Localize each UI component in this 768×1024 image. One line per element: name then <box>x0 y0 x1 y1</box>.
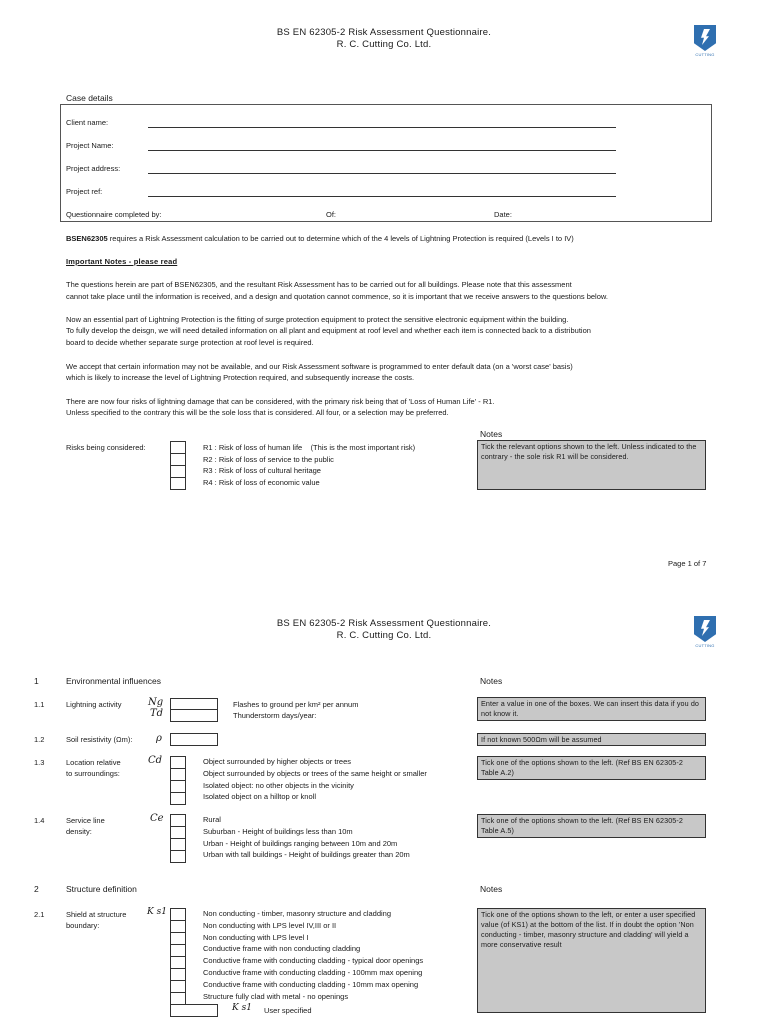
rho-symbol: ρ <box>156 733 162 744</box>
ng-label: Flashes to ground per km² per annum <box>233 700 359 709</box>
q2-1-note: Tick one of the options shown to the left, or enter a user specified value (of KS1) at the bottom of the list. If in doubt the option 'Non conducting - timber, masonry structure and cladding' will yield a more conservative result <box>477 908 706 1013</box>
shield-checkbox-group <box>170 908 186 1005</box>
density-option-4: Urban with tall buildings - Height of buildings greater than 20m <box>203 850 410 860</box>
td-input[interactable] <box>170 709 218 722</box>
density-option-1: Rural <box>203 815 221 824</box>
paragraph-2-line-2: To fully develop the deisgn, we will need detailed information on all plant and equipment at roof level and whether each item is connected back to a distribution <box>66 326 591 335</box>
q1-3-label-line-2: to surroundings: <box>66 769 120 778</box>
case-details-heading: Case details <box>66 93 113 103</box>
density-option-1-checkbox[interactable] <box>171 815 185 827</box>
location-option-2: Object surrounded by objects or trees of the same height or smaller <box>203 768 427 778</box>
paragraph-4-line-2: Unless specified to the contrary this will be the sole loss that is considered. All four, or a selection may be preferred. <box>66 408 449 417</box>
q1-1-label: Lightning activity <box>66 700 122 709</box>
td-label: Thunderstorm days/year: <box>233 711 317 720</box>
density-checkbox-group <box>170 814 186 863</box>
paragraph-2-line-3: board to decide whether separate surge protection at roof level is required. <box>66 338 314 347</box>
risk-r2-checkbox[interactable] <box>171 454 185 466</box>
q1-3-label-line-1: Location relative <box>66 758 121 767</box>
q2-1-label-line-2: boundary: <box>66 921 100 930</box>
shield-option-1: Non conducting - timber, masonry structure and cladding <box>203 909 392 918</box>
shield-option-4-checkbox[interactable] <box>171 945 185 957</box>
shield-option-7-checkbox[interactable] <box>171 981 185 993</box>
page-2-title: BS EN 62305-2 Risk Assessment Questionnaire. <box>276 618 492 629</box>
case-details-box <box>60 104 712 222</box>
q1-4-label-line-2: density: <box>66 827 92 836</box>
risk-r1-label: R1 : Risk of loss of human life (This is the most important risk) <box>203 443 416 452</box>
date-label: Date: <box>494 210 512 219</box>
bsen-code: BSEN62305 <box>66 234 108 243</box>
important-notes-heading: Important Notes - please read <box>66 257 178 266</box>
q1-2-note: If not known 500Ωm will be assumed <box>477 733 706 746</box>
client-name-label: Client name: <box>66 118 109 127</box>
location-option-1-checkbox[interactable] <box>171 757 185 769</box>
project-name-field[interactable] <box>148 150 616 151</box>
section-2-number: 2 <box>34 884 39 894</box>
paragraph-1-line-1: The questions herein are part of BSEN62305, and the resultant Risk Assessment has to be carried out for all buildings. Please note that this assessment <box>66 280 572 289</box>
risk-r3-label: R3 : Risk of loss of cultural heritage <box>203 466 321 475</box>
density-options <box>203 814 410 861</box>
shield-option-5: Conductive frame with conducting cladding - typical door openings <box>203 956 424 966</box>
td-symbol: Td <box>150 708 164 719</box>
shield-option-5-checkbox[interactable] <box>171 957 185 969</box>
risk-r4-checkbox[interactable] <box>171 478 185 489</box>
section-1-number: 1 <box>34 676 39 686</box>
project-ref-field[interactable] <box>148 196 616 197</box>
shield-option-1-checkbox[interactable] <box>171 909 185 921</box>
completed-by-label: Questionnaire completed by: <box>66 210 162 219</box>
density-option-4-checkbox[interactable] <box>171 851 185 862</box>
density-option-2: Suburban - Height of buildings less than 10m <box>203 826 353 836</box>
shield-option-7: Conductive frame with conducting cladding - 10mm max opening <box>203 979 419 989</box>
project-address-label: Project address: <box>66 164 121 173</box>
risks-label: Risks being considered: <box>66 443 146 452</box>
page-number: Page 1 of 7 <box>668 559 707 568</box>
shield-option-6: Conductive frame with conducting cladding - 100mm max opening <box>203 967 423 977</box>
shield-option-8-checkbox[interactable] <box>171 993 185 1004</box>
project-address-field[interactable] <box>148 173 616 174</box>
q1-2-label: Soil resistivity (Ωm): <box>66 735 133 744</box>
section-2-title: Structure definition <box>66 884 137 894</box>
shield-option-2-checkbox[interactable] <box>171 921 185 933</box>
density-option-3: Urban - Height of buildings ranging between 10m and 20m <box>203 838 398 848</box>
shield-options <box>203 908 423 1002</box>
risk-r1-checkbox[interactable] <box>171 442 185 454</box>
paragraph-3-line-1: We accept that certain information may not be available, and our Risk Assessment software is programmed to enter default data (on a 'worst case' basis) <box>66 362 573 371</box>
location-option-1: Object surrounded by higher objects or trees <box>203 757 351 766</box>
q1-4-number: 1.4 <box>34 816 45 825</box>
shield-option-3-checkbox[interactable] <box>171 933 185 945</box>
cd-symbol: Cd <box>148 755 163 766</box>
q1-2-number: 1.2 <box>34 735 45 744</box>
shield-option-3: Non conducting with LPS level I <box>203 932 309 942</box>
q1-3-number: 1.3 <box>34 758 45 767</box>
location-option-3-checkbox[interactable] <box>171 781 185 793</box>
risk-checkbox-group <box>170 441 186 490</box>
project-name-label: Project Name: <box>66 141 114 150</box>
location-option-4: Isolated object on a hilltop or knoll <box>203 792 316 802</box>
ng-symbol: Ng <box>148 697 164 708</box>
q2-1-label-line-1: Shield at structure <box>66 910 127 919</box>
shield-option-4: Conductive frame with non conducting cladding <box>203 944 361 954</box>
company-name: R. C. Cutting Co. Ltd. <box>336 39 432 50</box>
location-option-2-checkbox[interactable] <box>171 769 185 781</box>
q1-4-label-line-1: Service line <box>66 816 105 825</box>
soil-resistivity-input[interactable] <box>170 733 218 746</box>
company-logo: CUTTING <box>692 25 718 61</box>
ks1-symbol: K s1 <box>147 907 167 917</box>
location-option-4-checkbox[interactable] <box>171 793 185 804</box>
risk-r4-label: R4 : Risk of loss of economic value <box>203 478 320 487</box>
section-2-notes-heading: Notes <box>480 884 503 894</box>
shield-option-2: Non conducting with LPS level IV,III or II <box>203 920 337 930</box>
location-checkbox-group <box>170 756 186 805</box>
ks1-user-label: User specified <box>264 1006 312 1015</box>
risks-notes-heading: Notes <box>480 429 503 439</box>
shield-option-6-checkbox[interactable] <box>171 969 185 981</box>
page-2-company-name: R. C. Cutting Co. Ltd. <box>336 630 432 641</box>
q1-1-note: Enter a value in one of the boxes. We can insert this data if you do not know it. <box>477 697 706 721</box>
risk-r3-checkbox[interactable] <box>171 466 185 478</box>
paragraph-4-line-1: There are now four risks of lightning damage that can be considered, with the primary risk being that of 'Loss of Human Life' - R1. <box>66 397 495 406</box>
section-1-title: Environmental influences <box>66 676 161 686</box>
client-name-field[interactable] <box>148 127 616 128</box>
risk-r2-label: R2 : Risk of loss of service to the public <box>203 455 334 464</box>
risks-note-box: Tick the relevant options shown to the left. Unless indicated to the contrary - the sole risk R1 will be considered. <box>477 440 706 490</box>
page-2-company-logo: CUTTING <box>692 616 718 652</box>
q1-3-note: Tick one of the options shown to the left. (Ref BS EN 62305-2 Table A.2) <box>477 756 706 780</box>
paragraph-3-line-2: which is likely to increase the level of Lightning Protection required, and subsequently increase the costs. <box>66 373 415 382</box>
q1-4-note: Tick one of the options shown to the left. (Ref BS EN 62305-2 Table A.5) <box>477 814 706 838</box>
ce-symbol: Ce <box>150 813 164 824</box>
shield-option-8: Structure fully clad with metal - no openings <box>203 991 349 1001</box>
paragraph-1-line-2: cannot take place until the information is received, and a design and quotation cannot commence, so it is important that we receive answers to the questions below. <box>66 292 608 301</box>
location-options <box>203 756 427 803</box>
bsen-requirement <box>66 233 574 245</box>
q2-1-number: 2.1 <box>34 910 45 919</box>
section-1-notes-heading: Notes <box>480 676 503 686</box>
ks1-user-input[interactable] <box>170 1004 218 1017</box>
of-label: Of: <box>326 210 337 219</box>
bsen-requirement-text: requires a Risk Assessment calculation to be carried out to determine which of the 4 levels of Lightning Protection is required (Levels I to IV) <box>107 234 574 243</box>
density-option-3-checkbox[interactable] <box>171 839 185 851</box>
ks1-user-symbol: K s1 <box>232 1003 252 1013</box>
q1-1-number: 1.1 <box>34 700 45 709</box>
density-option-2-checkbox[interactable] <box>171 827 185 839</box>
project-ref-label: Project ref: <box>66 187 103 196</box>
location-option-3: Isolated object: no other objects in the vicinity <box>203 780 354 790</box>
risk-r1-note: (This is the most important risk) <box>310 443 416 452</box>
page-title: BS EN 62305-2 Risk Assessment Questionnaire. <box>276 27 492 38</box>
paragraph-2-line-1: Now an essential part of Lightning Protection is the fitting of surge protection equipment to protect the sensitive electronic equipment within the building. <box>66 315 569 324</box>
